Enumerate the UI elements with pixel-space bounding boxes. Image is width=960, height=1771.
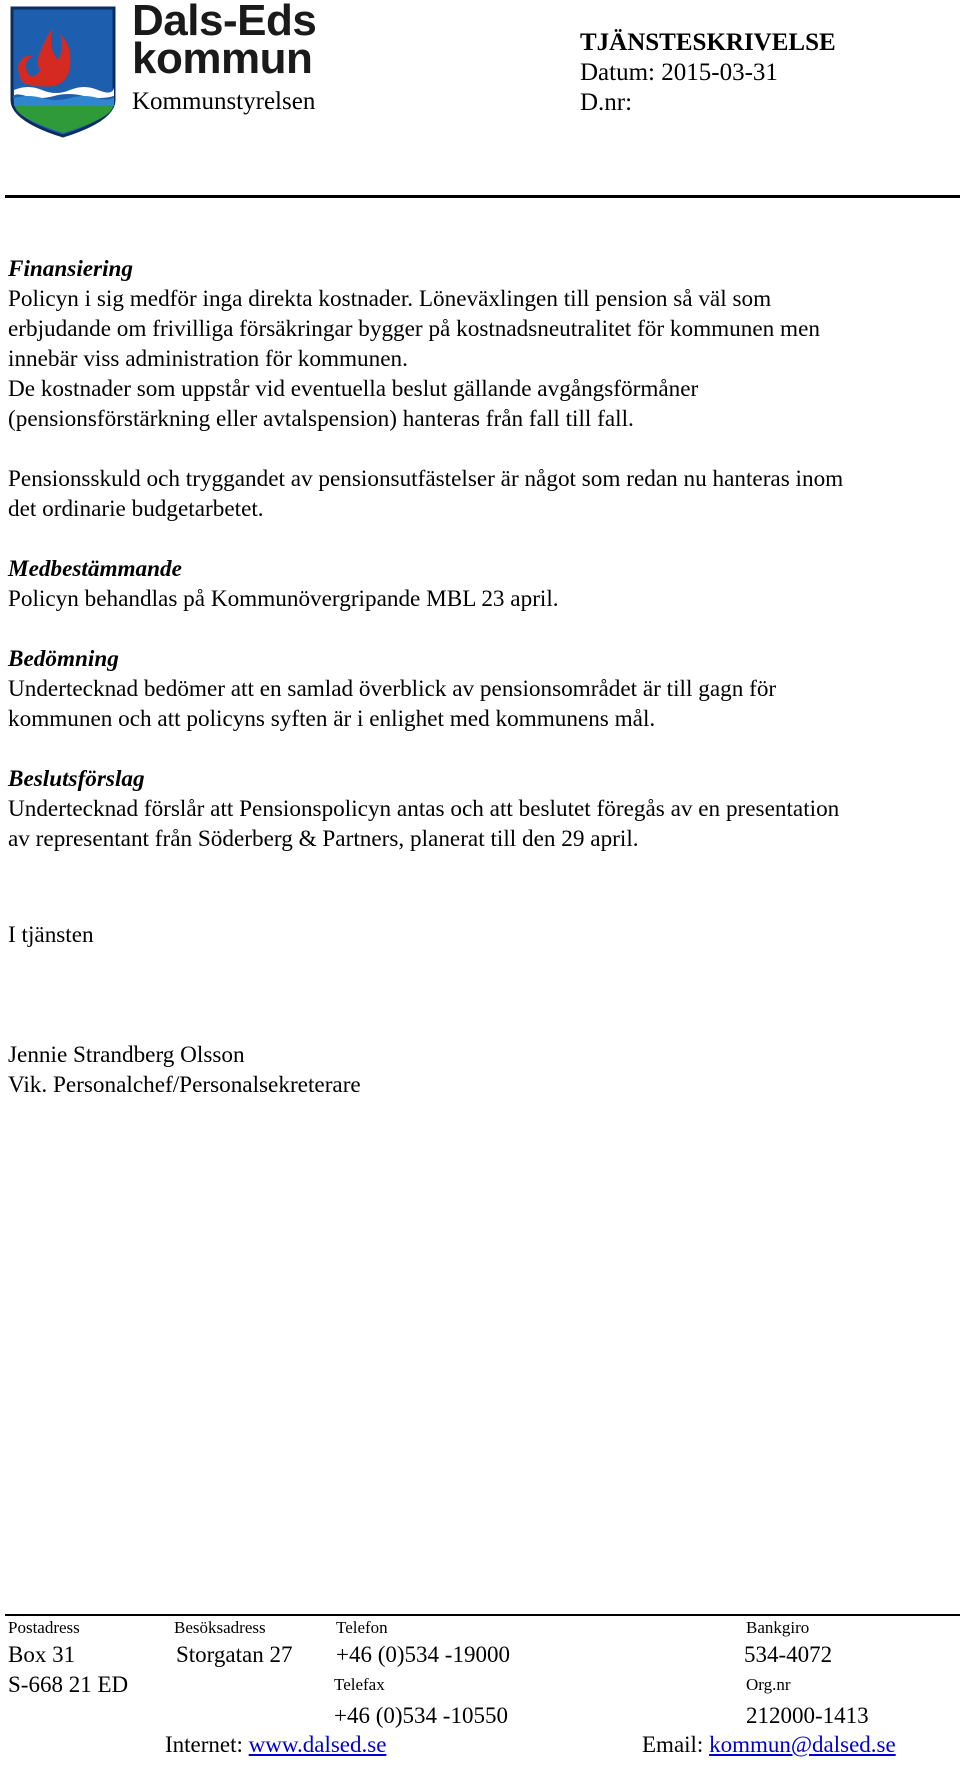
website-link[interactable]: www.dalsed.se xyxy=(248,1732,387,1757)
footer-divider xyxy=(5,1614,960,1616)
body-line: De kostnader som uppstår vid eventuella beslut gällande avgångsförmåner xyxy=(8,376,699,402)
body-line: Pensionsskuld och tryggandet av pensionsutfästelser är något som redan nu hanteras inom xyxy=(8,466,844,492)
footer-internet xyxy=(165,1731,386,1759)
body-line: (pensionsförstärkning eller avtalspension) hanteras från fall till fall. xyxy=(8,406,634,432)
footer-email-label: Email: xyxy=(642,1732,704,1757)
footer-bankgiro-value: 534-4072 xyxy=(744,1642,833,1667)
footer-besoksadress-value: Storgatan 27 xyxy=(176,1642,293,1667)
document-dnr: D.nr: xyxy=(580,89,633,116)
body-line: innebär viss administration för kommunen. xyxy=(8,346,408,372)
document-body xyxy=(8,254,958,854)
footer-telefax-value: +46 (0)534 -10550 xyxy=(334,1703,508,1728)
paragraph-spacer xyxy=(8,734,958,764)
section-heading-bedomning: Bedömning xyxy=(8,646,119,672)
municipal-coat-of-arms-icon xyxy=(8,4,118,140)
header-divider xyxy=(5,195,960,198)
body-line: av representant från Söderberg & Partners, planerat till den 29 april. xyxy=(8,826,639,852)
footer-email xyxy=(642,1731,896,1759)
organization-logo-name xyxy=(132,0,317,83)
footer-orgnr-value: 212000-1413 xyxy=(746,1703,869,1728)
section-heading-beslutsforslag: Beslutsförslag xyxy=(8,766,145,792)
section-heading-medbestammande: Medbestämmande xyxy=(8,556,182,582)
footer-telefon-value: +46 (0)534 -19000 xyxy=(336,1642,510,1667)
section-heading-finansiering: Finansiering xyxy=(8,256,134,282)
body-line: Policyn i sig medför inga direkta kostnader. Löneväxlingen till pension så väl som xyxy=(8,286,772,312)
org-name-line1: Dals-Eds xyxy=(132,0,317,45)
footer-postadress-line1: Box 31 xyxy=(8,1642,76,1667)
email-link[interactable]: kommun@dalsed.se xyxy=(709,1732,896,1757)
body-line: Policyn behandlas på Kommunövergripande MBL 23 april. xyxy=(8,586,559,612)
org-name-line2: kommun xyxy=(132,34,313,83)
department-name: Kommunstyrelsen xyxy=(132,88,316,115)
footer-internet-label: Internet: xyxy=(165,1732,243,1757)
footer-bankgiro-label: Bankgiro xyxy=(746,1618,810,1637)
body-line: det ordinarie budgetarbetet. xyxy=(8,496,264,522)
paragraph-spacer xyxy=(8,434,958,464)
body-line: kommunen och att policyns syften är i enlighet med kommunens mål. xyxy=(8,706,656,732)
footer-orgnr-label: Org.nr xyxy=(746,1675,791,1694)
footer-postadress-line2: S-668 21 ED xyxy=(8,1672,129,1697)
body-line: Undertecknad bedömer att en samlad överblick av pensionsområdet är till gagn för xyxy=(8,676,777,702)
document-date: Datum: 2015-03-31 xyxy=(580,59,778,86)
body-line: Undertecknad förslår att Pensionspolicyn antas och att beslutet föregås av en presentation xyxy=(8,796,840,822)
body-line: erbjudande om frivilliga försäkringar bygger på kostnadsneutralitet för kommunen men xyxy=(8,316,820,342)
document-metadata xyxy=(580,28,836,118)
paragraph-spacer xyxy=(8,524,958,554)
signoff: I tjänsten xyxy=(8,922,94,948)
footer-postadress-label: Postadress xyxy=(8,1618,80,1637)
signer-title: Vik. Personalchef/Personalsekreterare xyxy=(8,1072,361,1098)
paragraph-spacer xyxy=(8,614,958,644)
signer-block xyxy=(8,1040,361,1100)
footer-telefon-label: Telefon xyxy=(336,1618,388,1637)
footer-besoksadress-label: Besöksadress xyxy=(174,1618,266,1637)
footer-telefax-label: Telefax xyxy=(334,1675,385,1694)
document-type: TJÄNSTESKRIVELSE xyxy=(580,29,836,56)
signer-name: Jennie Strandberg Olsson xyxy=(8,1042,245,1068)
